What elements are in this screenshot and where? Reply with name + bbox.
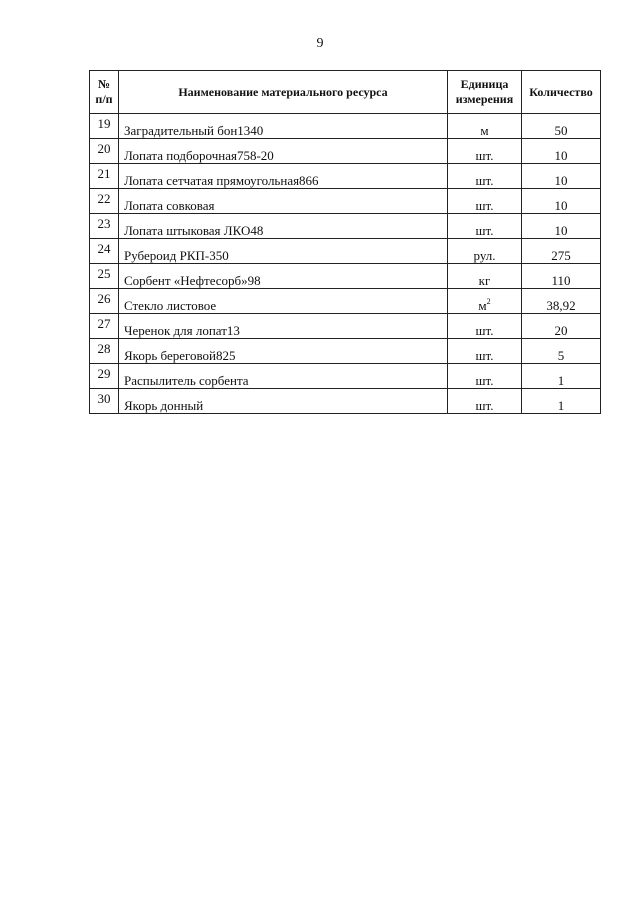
row-number: 27 — [90, 314, 119, 339]
row-unit: м — [480, 123, 489, 138]
row-unit-cell — [448, 314, 522, 339]
header-unit — [448, 71, 522, 114]
row-unit: шт. — [475, 373, 494, 388]
header-unit-line-2: измерения — [455, 92, 514, 106]
row-unit-superscript: 2 — [486, 297, 491, 306]
row-quantity: 50 — [522, 114, 601, 139]
row-quantity: 10 — [522, 139, 601, 164]
row-unit: шт. — [475, 323, 494, 338]
row-number: 23 — [90, 214, 119, 239]
row-quantity: 10 — [522, 189, 601, 214]
row-name: Лопата совковая — [119, 189, 448, 214]
row-unit-cell — [448, 339, 522, 364]
row-name: Якорь донный — [119, 389, 448, 414]
table-row — [90, 114, 601, 139]
row-name: Лопата сетчатая прямоугольная866 — [119, 164, 448, 189]
row-name: Рубероид РКП-350 — [119, 239, 448, 264]
material-resources-table — [89, 70, 601, 414]
row-unit: рул. — [473, 248, 496, 263]
row-quantity: 5 — [522, 339, 601, 364]
row-quantity: 1 — [522, 389, 601, 414]
row-number: 25 — [90, 264, 119, 289]
row-unit-cell — [448, 214, 522, 239]
row-unit: шт. — [475, 398, 494, 413]
row-number: 29 — [90, 364, 119, 389]
row-name: Заградительный бон1340 — [119, 114, 448, 139]
header-number-line-1: № — [97, 77, 111, 91]
row-unit: шт. — [475, 148, 494, 163]
header-unit-line-1: Единица — [460, 77, 509, 91]
header-row — [90, 71, 601, 114]
row-name: Якорь береговой825 — [119, 339, 448, 364]
row-number: 22 — [90, 189, 119, 214]
page-number: 9 — [316, 36, 324, 51]
table-row — [90, 389, 601, 414]
row-unit: шт. — [475, 198, 494, 213]
row-quantity: 10 — [522, 214, 601, 239]
row-number: 28 — [90, 339, 119, 364]
table-row — [90, 264, 601, 289]
row-unit: шт. — [475, 223, 494, 238]
row-unit-cell — [448, 264, 522, 289]
row-name: Лопата подборочная758-20 — [119, 139, 448, 164]
row-quantity: 38,92 — [522, 289, 601, 314]
row-unit-cell — [448, 364, 522, 389]
table-row — [90, 214, 601, 239]
row-number: 20 — [90, 139, 119, 164]
row-unit: м — [478, 298, 487, 313]
header-number-line-2: п/п — [95, 92, 113, 106]
table-body — [90, 114, 601, 414]
header-number — [90, 71, 119, 114]
table-row — [90, 364, 601, 389]
row-quantity: 110 — [522, 264, 601, 289]
row-number: 19 — [90, 114, 119, 139]
table-row — [90, 164, 601, 189]
row-name: Лопата штыковая ЛКО48 — [119, 214, 448, 239]
row-quantity: 1 — [522, 364, 601, 389]
row-unit: шт. — [475, 173, 494, 188]
header-name: Наименование материального ресурса — [119, 71, 448, 114]
header-quantity: Количество — [522, 71, 601, 114]
row-quantity: 10 — [522, 164, 601, 189]
row-number: 21 — [90, 164, 119, 189]
row-number: 24 — [90, 239, 119, 264]
row-name: Распылитель сорбента — [119, 364, 448, 389]
row-name: Стекло листовое — [119, 289, 448, 314]
row-quantity: 20 — [522, 314, 601, 339]
row-number: 26 — [90, 289, 119, 314]
table-row — [90, 189, 601, 214]
row-unit-cell — [448, 164, 522, 189]
table-row — [90, 289, 601, 314]
row-quantity: 275 — [522, 239, 601, 264]
table-row — [90, 314, 601, 339]
row-name: Черенок для лопат13 — [119, 314, 448, 339]
row-unit-cell — [448, 289, 522, 314]
row-unit-cell — [448, 139, 522, 164]
row-unit: кг — [478, 273, 491, 288]
row-unit-cell — [448, 114, 522, 139]
row-number: 30 — [90, 389, 119, 414]
row-unit-cell — [448, 389, 522, 414]
row-unit-cell — [448, 189, 522, 214]
table-row — [90, 139, 601, 164]
table-row — [90, 239, 601, 264]
table-header — [90, 71, 601, 114]
row-name: Сорбент «Нефтесорб»98 — [119, 264, 448, 289]
row-unit: шт. — [475, 348, 494, 363]
table-row — [90, 339, 601, 364]
row-unit-cell — [448, 239, 522, 264]
